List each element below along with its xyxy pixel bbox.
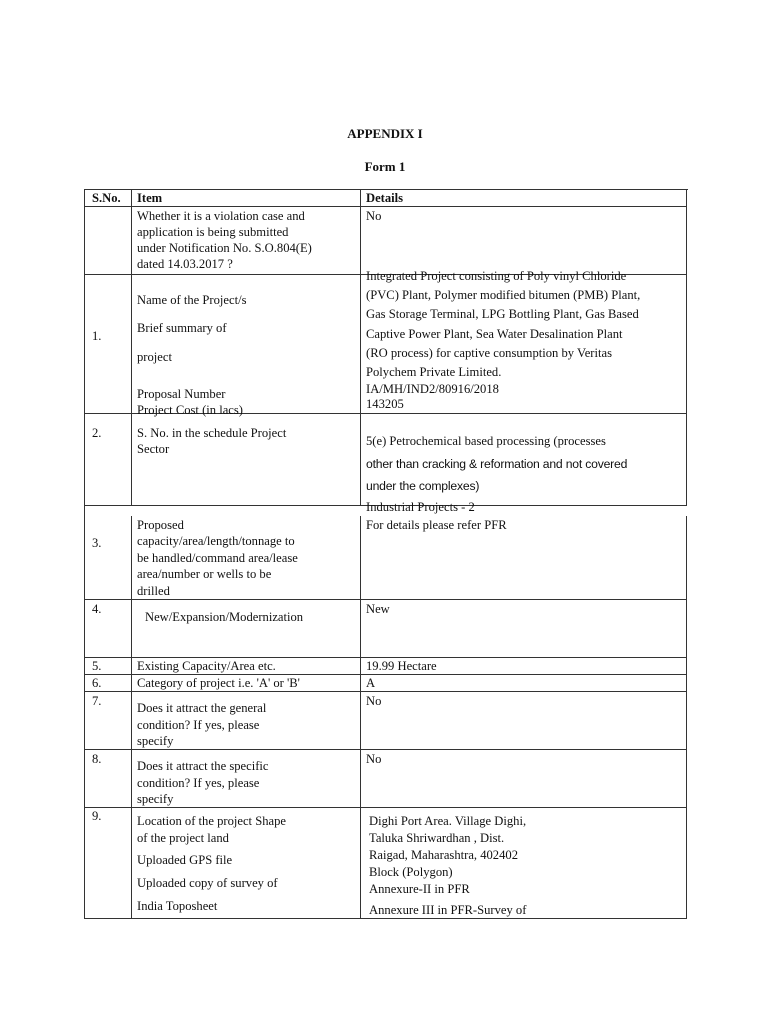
item-text: Uploaded copy of survey of <box>137 876 278 890</box>
details-text: No <box>366 752 382 766</box>
item-text: dated 14.03.2017 ? <box>137 257 233 271</box>
details-text: Annexure III in PFR-Survey of <box>369 903 527 917</box>
item-text: be handled/command area/lease <box>137 551 298 565</box>
table-row <box>85 808 687 919</box>
item-text: Does it attract the general <box>137 701 267 715</box>
item-text: Brief summary of <box>137 321 227 335</box>
item-text: specify <box>137 734 174 748</box>
item-text: Category of project i.e. 'A' or 'B' <box>137 676 300 690</box>
details-text: (RO process) for captive consumption by Veritas <box>366 346 612 360</box>
item-text: Sector <box>137 442 170 456</box>
table-row <box>85 414 687 514</box>
item-text: Location of the project Shape <box>137 814 286 828</box>
table-header-row <box>85 190 687 207</box>
project-sector: Industrial Projects - 2 <box>366 500 475 514</box>
header-details: Details <box>366 191 404 205</box>
item-text: Uploaded GPS file <box>137 853 233 867</box>
row-number: 5. <box>92 659 102 673</box>
row-number: 7. <box>92 694 102 708</box>
details-text: Dighi Port Area. Village Dighi, <box>369 814 527 828</box>
details-text: Raigad, Maharashtra, 402402 <box>369 848 518 862</box>
row-number: 8. <box>92 752 102 766</box>
details-text: New <box>366 602 390 616</box>
row-number: 3. <box>92 536 102 550</box>
details-text: Captive Power Plant, Sea Water Desalination Plant <box>366 327 623 341</box>
item-text: area/number or wells to be <box>137 567 272 581</box>
details-text: For details please refer PFR <box>366 518 507 532</box>
row-number: 6. <box>92 676 102 690</box>
item-text: Whether it is a violation case and <box>137 209 305 223</box>
item-text: condition? If yes, please <box>137 776 260 790</box>
item-text: application is being submitted <box>137 225 289 239</box>
details-text: Integrated Project consisting of Poly vinyl Chloride <box>366 269 627 283</box>
details-text: other than cracking & reformation and not covered <box>366 457 628 471</box>
details-text: under the complexes) <box>366 479 480 493</box>
row-number: 2. <box>92 426 102 440</box>
row-number: 9. <box>92 809 102 823</box>
details-text: A <box>366 676 376 690</box>
table-row <box>85 269 687 417</box>
item-text: capacity/area/length/tonnage to <box>137 534 295 548</box>
details-text: No <box>366 694 382 708</box>
item-text: Does it attract the specific <box>137 759 269 773</box>
item-text: Existing Capacity/Area etc. <box>137 659 276 673</box>
item-text: Proposed <box>137 518 184 532</box>
item-text: S. No. in the schedule Project <box>137 426 287 440</box>
item-text: New/Expansion/Modernization <box>145 610 304 624</box>
item-text: of the project land <box>137 831 229 845</box>
details-text: Block (Polygon) <box>369 865 453 879</box>
item-text: specify <box>137 792 174 806</box>
form-table <box>84 189 688 919</box>
details-text: 19.99 Hectare <box>366 659 437 673</box>
row-number: 4. <box>92 602 102 616</box>
item-text: condition? If yes, please <box>137 718 260 732</box>
table-row <box>85 692 687 750</box>
table-row <box>85 600 687 658</box>
table-row <box>85 516 687 600</box>
details-text: Polychem Private Limited. <box>366 365 502 379</box>
item-text: Proposal Number <box>137 387 226 401</box>
item-text: project <box>137 350 172 364</box>
details-text: Gas Storage Terminal, LPG Bottling Plant, Gas Based <box>366 307 639 321</box>
details-text: 5(e) Petrochemical based processing (processes <box>366 434 606 448</box>
item-text: Project Cost (in lacs) <box>137 403 243 417</box>
item-text: Name of the Project/s <box>137 293 247 307</box>
table-row <box>85 675 687 692</box>
item-text: drilled <box>137 584 170 598</box>
appendix-title: APPENDIX I <box>347 126 423 141</box>
details-text: (PVC) Plant, Polymer modified bitumen (PMB) Plant, <box>366 288 641 302</box>
table-row <box>85 750 687 808</box>
details-text: No <box>366 209 382 223</box>
proposal-number: IA/MH/IND2/80916/2018 <box>366 382 499 396</box>
row-number: 1. <box>92 329 102 343</box>
item-text: under Notification No. S.O.804(E) <box>137 241 312 255</box>
item-text: India Toposheet <box>137 899 218 913</box>
form-title: Form 1 <box>364 159 406 174</box>
header-sno: S.No. <box>92 191 121 205</box>
table-row <box>85 207 687 275</box>
project-cost: 143205 <box>366 397 404 411</box>
details-text: Annexure-II in PFR <box>369 882 470 896</box>
table-row <box>85 658 687 675</box>
header-item: Item <box>137 191 163 205</box>
details-text: Taluka Shriwardhan , Dist. <box>369 831 505 845</box>
